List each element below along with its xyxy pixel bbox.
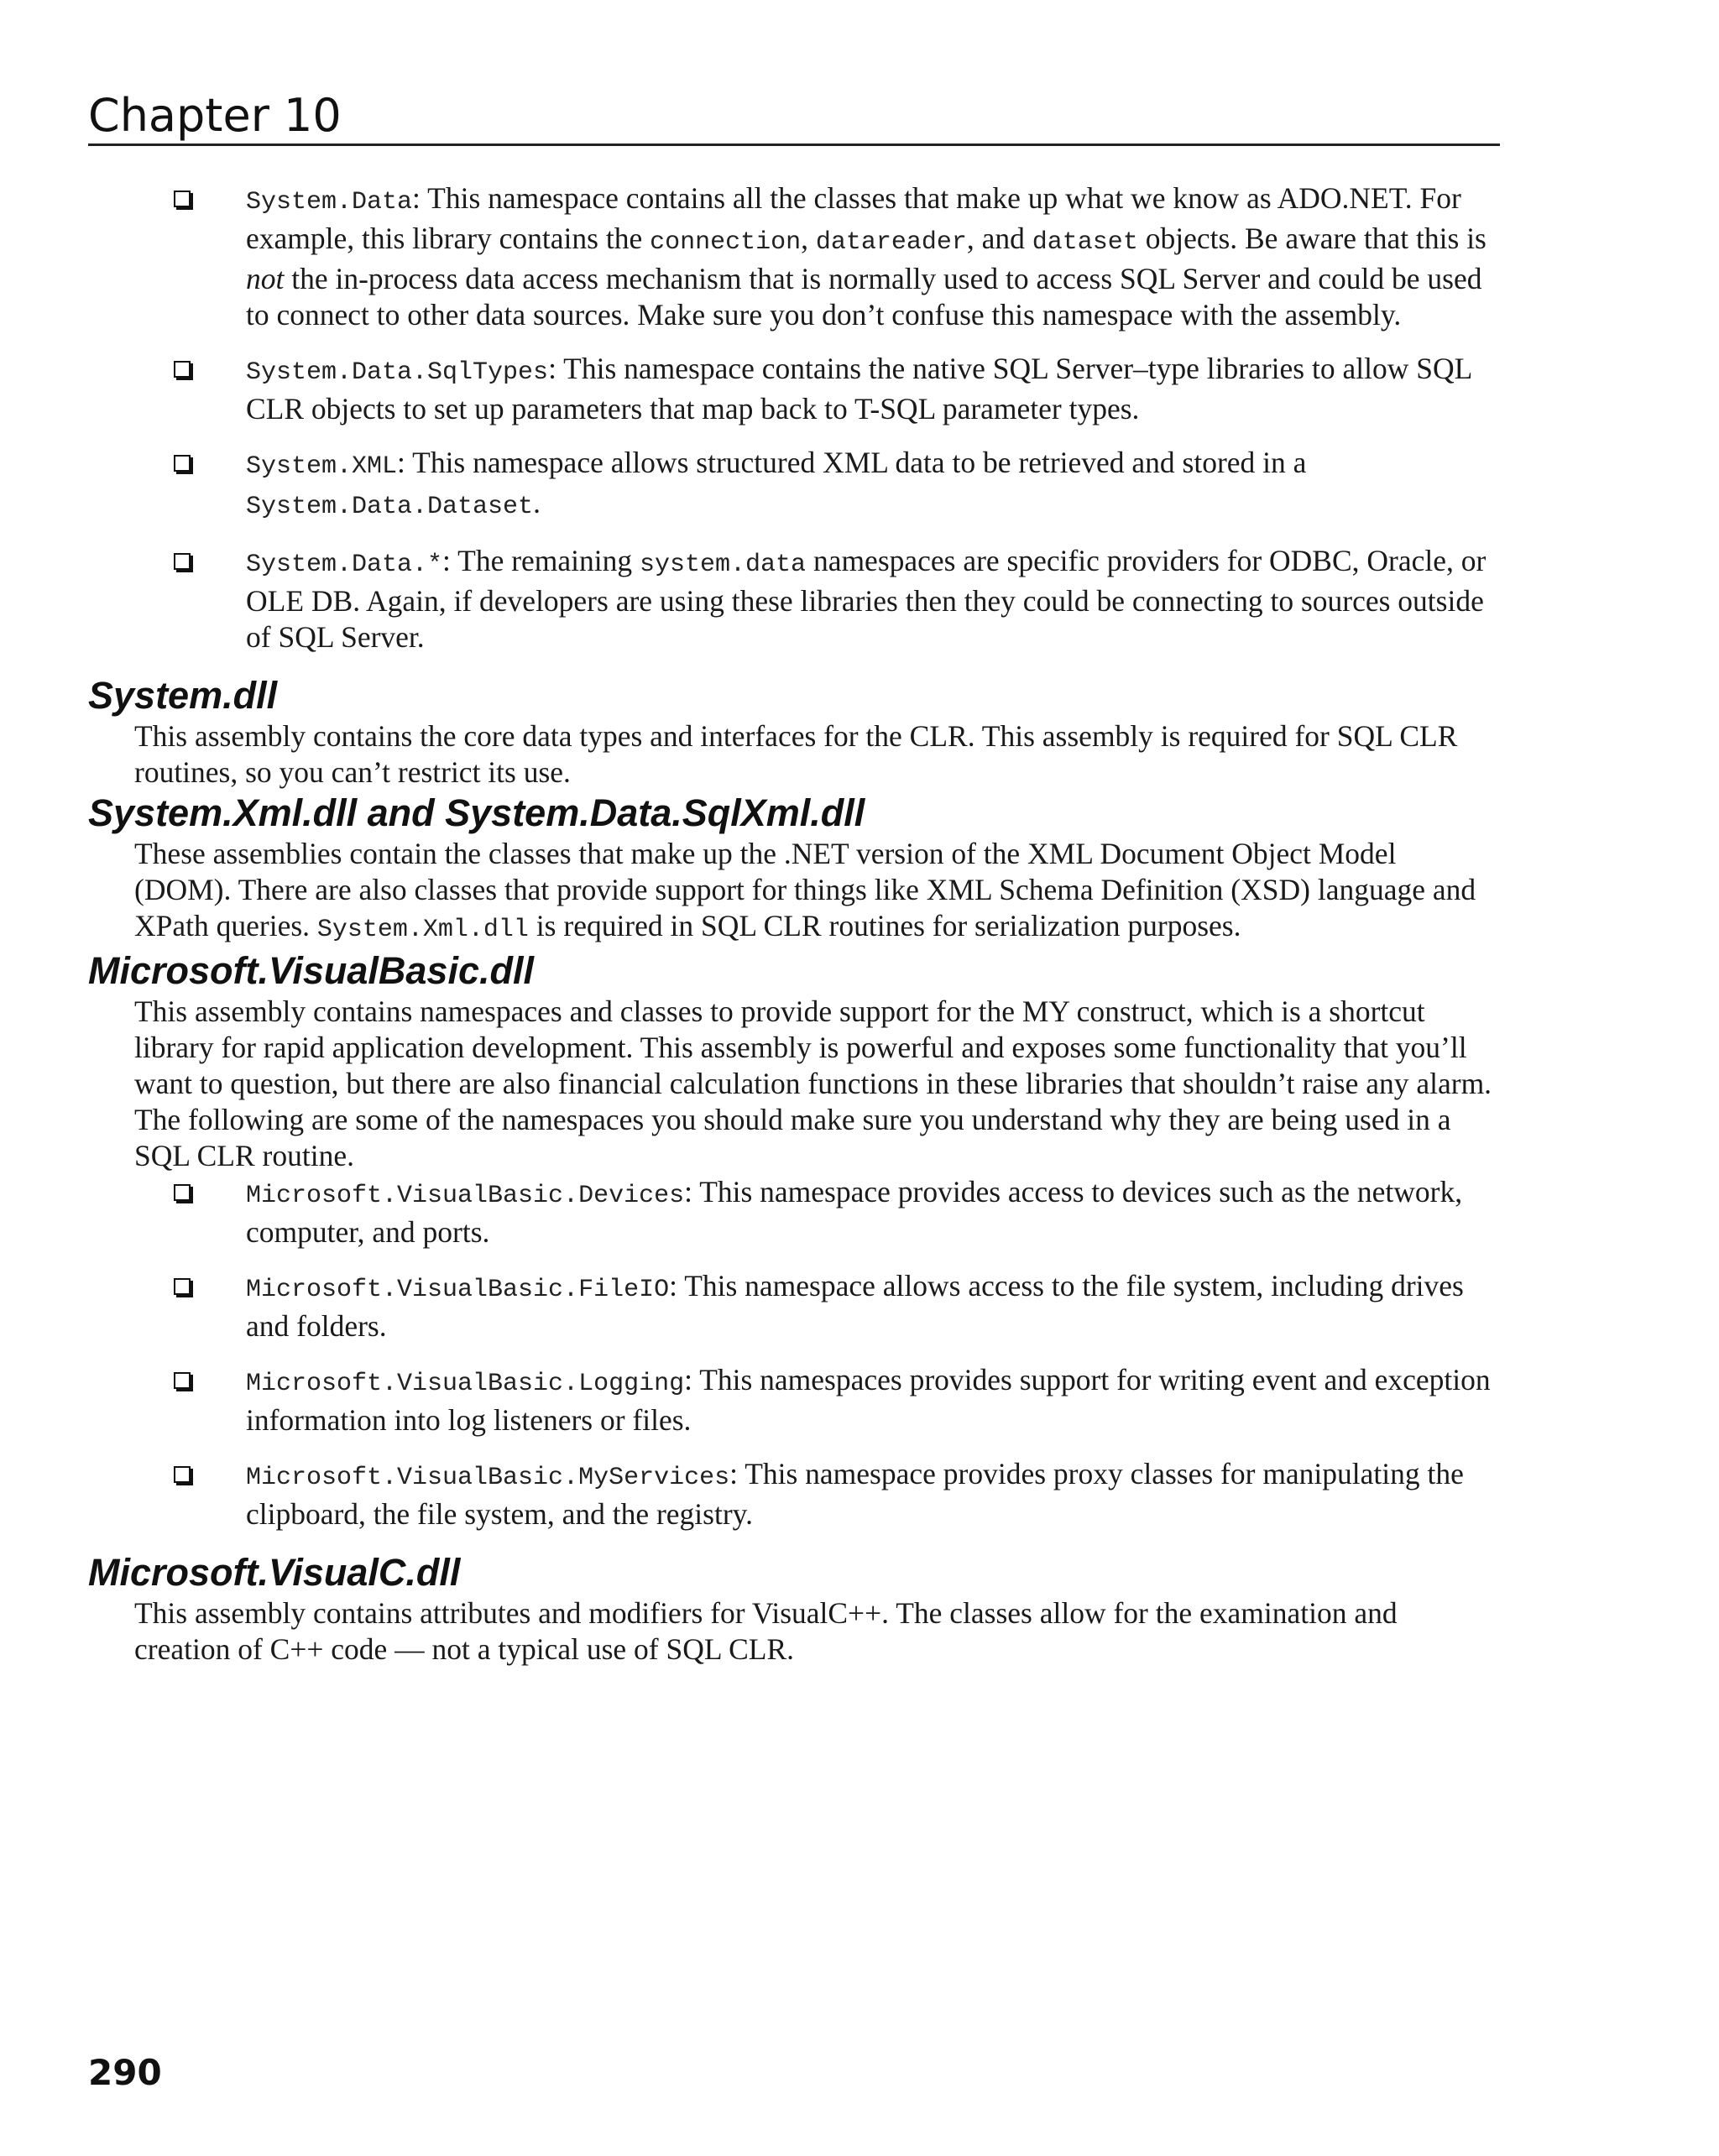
namespace-code: Microsoft.VisualBasic.FileIO <box>246 1276 670 1304</box>
section-heading-xml-dll: System.Xml.dll and System.Data.SqlXml.dll <box>88 791 865 834</box>
header-rule <box>88 144 1500 146</box>
list-item <box>88 543 1500 655</box>
checkbox-bullet-icon <box>174 361 191 378</box>
checkbox-bullet-icon <box>174 1466 191 1483</box>
namespace-code: Microsoft.VisualBasic.Devices <box>246 1182 685 1210</box>
inline-code: dataset <box>1032 228 1138 257</box>
section-heading-system-dll: System.dll <box>88 674 278 717</box>
checkbox-bullet-icon <box>174 191 191 207</box>
list-item <box>88 445 1500 525</box>
inline-code: datareader <box>815 228 967 257</box>
section-body-xml-dll <box>134 836 1500 948</box>
inline-code: system.data <box>640 551 807 579</box>
item-text: : The remaining <box>442 544 640 577</box>
namespace-code: System.Data.SqlTypes <box>246 358 549 387</box>
list-item <box>88 1362 1500 1438</box>
checkbox-bullet-icon <box>174 1372 191 1389</box>
checkbox-bullet-icon <box>174 553 191 570</box>
item-text: the in-process data access mechanism that is normally used to access SQL Server and could be used to connect to other data sources. Make sure you don’t confuse this namespace with the assembly. <box>246 262 1482 331</box>
inline-code: System.Data.Dataset <box>246 493 534 521</box>
item-text: : This namespace contains the native SQL Server–type libraries to allow SQL CLR objects to set up parameters that map back to T-SQL parameter types. <box>246 352 1471 425</box>
page-content <box>88 180 1500 1668</box>
section-heading-visualbasic-dll: Microsoft.VisualBasic.dll <box>88 949 534 992</box>
namespace-code: Microsoft.VisualBasic.MyServices <box>246 1464 730 1492</box>
inline-code: System.Xml.dll <box>316 916 529 944</box>
item-text: : This namespace provides proxy classes for manipulating the clipboard, the file system, and the registry. <box>246 1457 1464 1531</box>
item-text: : This namespace allows access to the file system, including drives and folders. <box>246 1269 1464 1343</box>
namespace-code: System.Data <box>246 188 413 217</box>
list-item <box>88 1268 1500 1344</box>
item-text: namespaces are specific providers for ODBC, Oracle, or OLE DB. Again, if developers are using these libraries then they could be connecting to sources outside of SQL Server. <box>246 544 1486 654</box>
visualbasic-namespace-list <box>88 1174 1500 1532</box>
item-text: : This namespaces provides support for writing event and exception information into log listeners or files. <box>246 1363 1491 1437</box>
chapter-title: Chapter 10 <box>88 89 342 142</box>
namespace-code: Microsoft.VisualBasic.Logging <box>246 1370 685 1398</box>
body-text: These assemblies contain the classes that make up the .NET version of the XML Document Object Model (DOM). There are also classes that provide support for things like XML Schema Definition (XSD) language and XPath queries. <box>134 837 1476 942</box>
item-text: , <box>801 222 816 255</box>
item-text: : This namespace contains all the classes that make up what we know as ADO.NET. For example, this library contains the <box>246 181 1461 255</box>
section-heading-visualc-dll: Microsoft.VisualC.dll <box>88 1551 461 1594</box>
list-item <box>88 180 1500 333</box>
checkbox-bullet-icon <box>174 1278 191 1295</box>
namespace-code: System.XML <box>246 452 398 481</box>
item-text: : This namespace allows structured XML data to be retrieved and stored in a <box>397 446 1307 479</box>
item-text: objects. Be aware that this is <box>1137 222 1486 255</box>
section-body-visualbasic-dll: This assembly contains namespaces and classes to provide support for the MY construct, which is a shortcut library for rapid application development. This assembly is powerful and exposes some functionality that you’ll want to question, but there are also financial calculation functions in these libraries that shouldn’t raise any alarm. The following are some of the namespaces you should make sure you understand why they are being used in a SQL CLR routine. <box>134 994 1492 1172</box>
list-item <box>88 351 1500 427</box>
namespace-code: System.Data.* <box>246 551 443 579</box>
page-number: 290 <box>88 2052 162 2093</box>
list-item <box>88 1174 1500 1250</box>
list-item <box>88 1456 1500 1532</box>
checkbox-bullet-icon <box>174 1184 191 1201</box>
item-text: , and <box>966 222 1032 255</box>
namespace-list <box>88 180 1500 655</box>
section-body-visualc-dll: This assembly contains attributes and modifiers for VisualC++. The classes allow for the examination and creation of C++ code — not a typical use of SQL CLR. <box>134 1596 1398 1666</box>
section-body-system-dll: This assembly contains the core data types and interfaces for the CLR. This assembly is required for SQL CLR routines, so you can’t restrict its use. <box>134 719 1458 789</box>
checkbox-bullet-icon <box>174 455 191 472</box>
item-text: . <box>533 486 541 519</box>
emphasis-text: not <box>246 262 285 295</box>
body-text: is required in SQL CLR routines for serialization purposes. <box>528 909 1241 942</box>
inline-code: connection <box>650 228 802 257</box>
item-text: : This namespace provides access to devices such as the network, computer, and ports. <box>246 1175 1463 1249</box>
